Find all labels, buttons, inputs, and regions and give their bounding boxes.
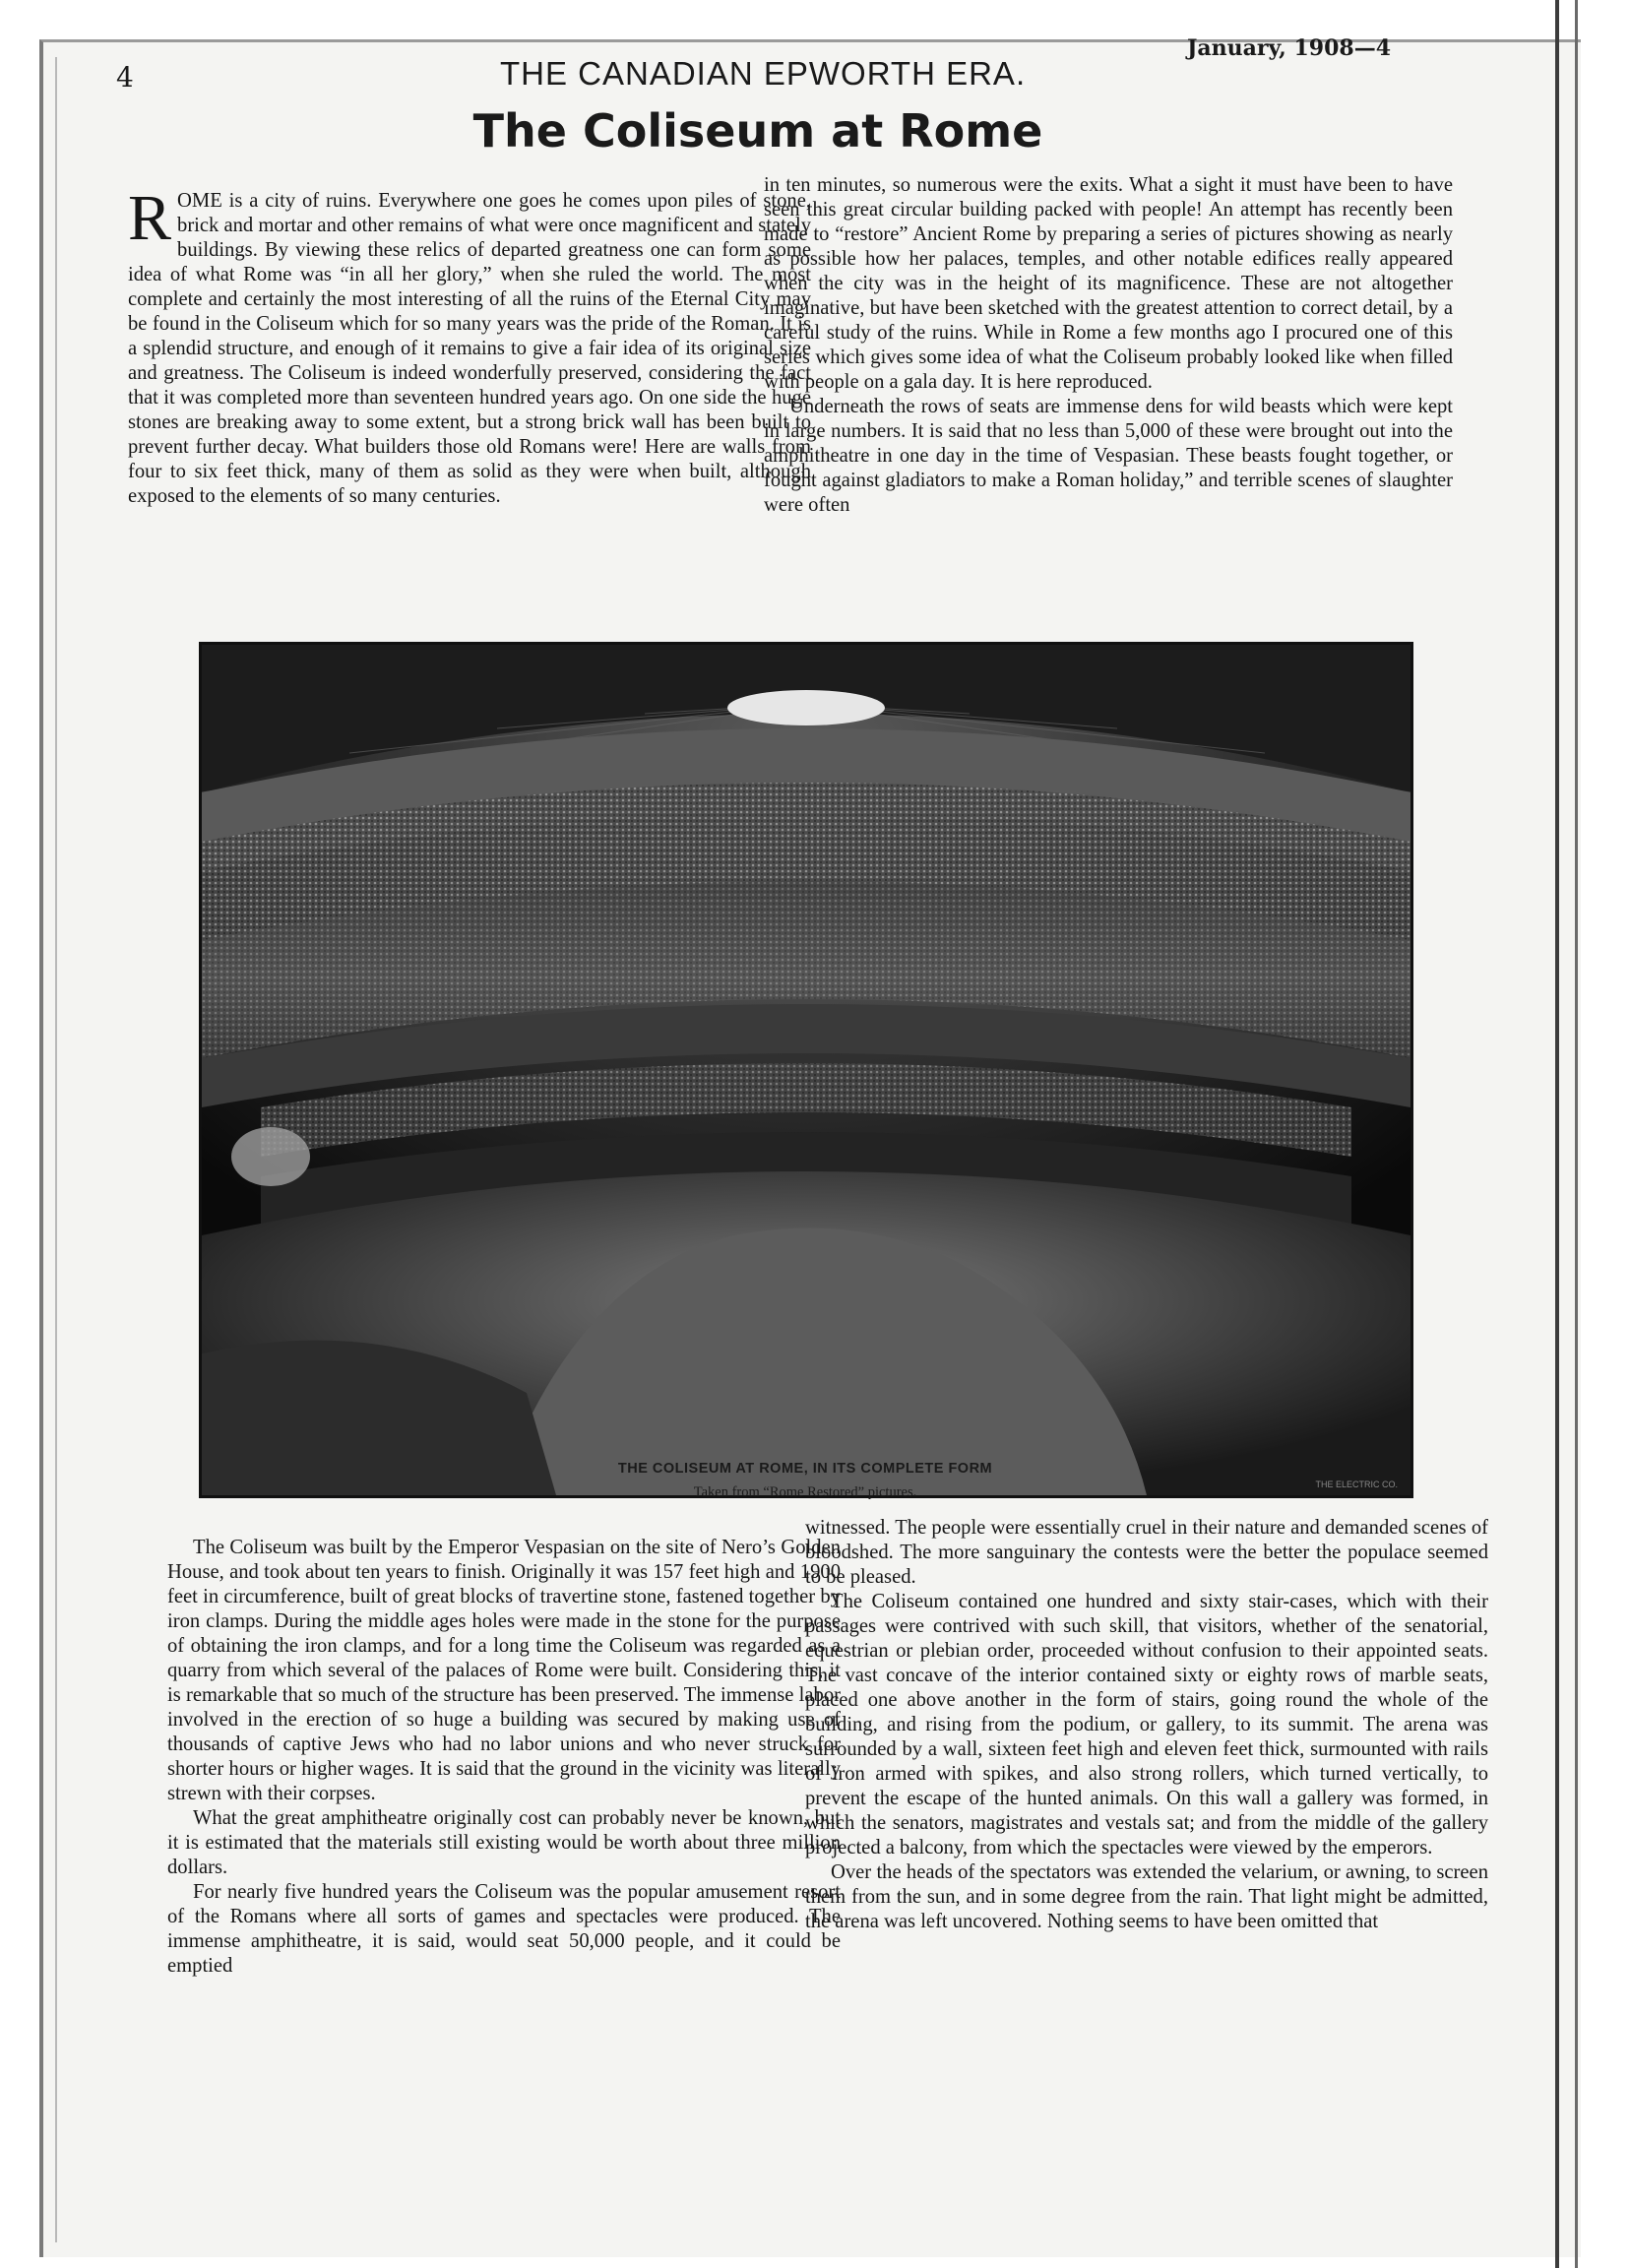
engraver-mark: THE ELECTRIC CO.: [1315, 1480, 1398, 1489]
journal-title: THE CANADIAN EPWORTH ERA.: [500, 55, 1027, 92]
paragraph: The Coliseum was built by the Emperor Vespasian on the site of Nero’s Golden House, and took about ten years to finish. Originally it was 157 feet high and 1900 feet in circumference, built of great blocks of travertine stone, fastened together by iron clamps. During the middle ages holes were made in the stone for the purpose of obtaining the iron clamps, and for a long time the Coliseum was regarded as a quarry from which several of the palaces of Rome were built. Considering this, it is remarkable that so much of the structure has been preserved. The immense labor involved in the erection of so huge a building was secured by making use of thousands of captive Jews who had no labor unions and who never struck for shorter hours or higher wages. It is said that the ground in the vicinity was literally strewn with their corpses.: [167, 1537, 841, 1804]
paragraph: For nearly five hundred years the Coliseum was the popular amusement resort of the Romans where all sorts of games and spectacles were produced. The immense amphitheatre, it is said, would seat 50,000 people, and it could be emptied: [167, 1881, 841, 1977]
page-number: 4: [116, 61, 134, 94]
paragraph: in ten minutes, so numerous were the exits. What a sight it must have been to have seen this great circular building packed with people! An attempt has recently been made to “restore” Ancient Rome by preparing a series of pictures showing as nearly as possible how her palaces, temples, and other notable edifices really appeared when the city was in the height of its magnificence. These are not altogether imaginative, but have been sketched with the greatest attention to correct detail, by a careful study of the ruins. While in Rome a few months ago I procured one of this series which gives some idea of what the Coliseum probably looked like when filled with people on a gala day. It is here reproduced.: [764, 174, 1453, 393]
drop-cap: R: [128, 182, 172, 254]
paragraph: The Coliseum contained one hundred and sixty stair-cases, which with their passages were contrived with such skill, that visitors, whether of the senatorial, equestrian or plebian order, proceeded without confusion to their appointed seats. The vast concave of the interior contained sixty or eighty rows of marble seats, placed one above another in the form of stairs, going round the whole of the building, and rising from the podium, or gallery, to its summit. The arena was surrounded by a wall, sixteen feet high and eleven feet thick, surmounted with rails of iron armed with spikes, and also strong rollers, which turned vertically, to prevent the escape of the hunted animals. On this wall a gallery was formed, in which the senators, magistrates and vestals sat; and from the middle of the gallery projected a balcony, from which the spectacles were viewed by the emperors.: [805, 1591, 1488, 1858]
paragraph-text: OME is a city of ruins. Everywhere one goes he comes upon piles of stone, brick and mortar and other remains of what were once magnificent and stately buildings. By viewing these relics of departed greatness one can form some idea of what Rome was “in all her glory,” when she ruled the world. The most complete and certainly the most interesting of all the ruins of the Eternal City may be found in the Coliseum which for so many years was the pride of the Roman. It is a splendid structure, and enough of it remains to give a fair idea of its original size and greatness. The Coliseum is indeed wonderfully preserved, considering the fact that it was completed more than seventeen hundred years ago. On one side the huge stones are breaking away to some extent, but a strong brick wall has been built to prevent further decay. What builders those old Romans were! Here are walls from four to six feet thick, many of them as solid as they were when built, although exposed to the elements of so many centuries.: [128, 190, 811, 507]
figure-credit: Taken from “Rome Restored” pictures.: [693, 1484, 917, 1500]
binding-edge: [55, 57, 57, 2242]
illustration-frame: [199, 642, 1413, 1498]
column-4: [805, 1516, 1488, 1934]
paragraph: Over the heads of the spectators was extended the velarium, or awning, to screen them from the sun, and in some degree from the rain. That light might be admitted, the arena was left uncovered. Nothing seems to have been omitted that: [805, 1861, 1488, 1932]
figure-caption: THE COLISEUM AT ROME, IN ITS COMPLETE FORM: [617, 1461, 993, 1477]
issue-date: January, 1908—4: [1187, 35, 1392, 61]
page-edge-right: [1555, 0, 1559, 2268]
coliseum-illustration: [199, 642, 1413, 1498]
paragraph: [128, 182, 811, 509]
paragraph: Underneath the rows of seats are immense dens for wild beasts which were kept in large numbers. It is said that no less than 5,000 of these were brought out into the amphitheatre in one day in the time of Vespasian. These beasts fought together, or fought against gladiators to make a Roman holiday,” and terrible scenes of slaughter were often: [764, 396, 1453, 516]
column-2: [764, 173, 1453, 518]
paragraph: What the great amphitheatre originally cost can probably never be known, but it is estimated that the materials still existing would be worth about three million dollars.: [167, 1807, 841, 1878]
column-1: [128, 182, 811, 509]
article-title: The Coliseum at Rome: [472, 104, 1043, 158]
coliseum-engraving-image: [202, 645, 1411, 1495]
page-edge-right-outer: [1575, 0, 1578, 2268]
paragraph: witnessed. The people were essentially cruel in their nature and demanded scenes of bloodshed. The more sanguinary the contests were the better the populace seemed to be pleased.: [805, 1517, 1488, 1588]
column-3: [167, 1536, 841, 1979]
